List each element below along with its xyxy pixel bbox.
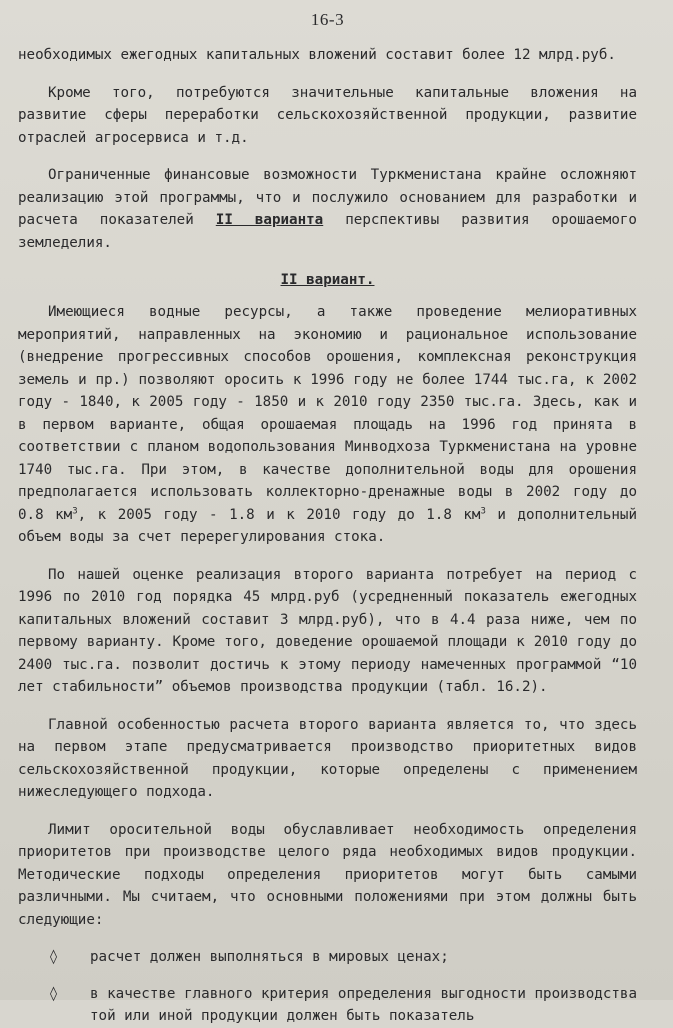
- text-segment: и дополнительный объем воды за счет перерегулирования стока.: [18, 506, 638, 545]
- section-heading: II вариант.: [280, 272, 375, 288]
- paragraph-financial-limits: [18, 164, 637, 254]
- paragraph-main-feature: Главной особенностью расчета второго варианта является то, что здесь на первом этапе предусматривается производство приоритетных видов сельскохозяйственной продукции, которые определены с применением нижеследующего подхода.: [18, 716, 637, 800]
- diamond-bullet-icon: ◊: [50, 985, 58, 1002]
- text-segment: Ограниченные финансовые возможности Туркменистана крайне осложняют реализацию этой программы, что и послужило основанием для разработки и расчета показателей: [18, 167, 637, 228]
- superscript: 3: [480, 505, 486, 516]
- text-segment: Имеющиеся водные ресурсы, а также проведение мелиоративных мероприятий, направленных на экономию и рациональное использование (внедрение прогрессивных способов орошения, комплексная реконструкция земель и пр.) позволяют оросить к 1996 году не более 1744 тыс.га, к 2002 году - 1840, к 2005 году - 1850 и к 2010 году 2350 тыс.га. Здесь, как и в первом варианте, общая орошаемая площадь на 1996 год принята в соответствии с планом водопользования Минводхоза Туркменистана на уровне 1740 тыс.га. При этом, в качестве дополнительной воды для орошения предполагается использовать коллекторно-дренажные воды в 2002 году до 0.8 км: [18, 304, 637, 523]
- diamond-bullet-icon: ◊: [50, 949, 58, 965]
- paragraph-water-limit: Лимит оросительной воды обуславливает необходимость определения приоритетов при производстве целого ряда необходимых видов продукции. Методические подходы определения приоритетов могут быть самыми различными. Мы считаем, что основными положениями при этом должны быть следующие:: [18, 821, 637, 928]
- variant-emphasis: II варианта: [215, 212, 324, 228]
- bullet-list: [18, 946, 637, 1028]
- paragraph-estimate: По нашей оценке реализация второго варианта потребует на период с 1996 по 2010 год порядка 45 млрд.руб (усредненный показатель ежегодных капитальных вложений составит 3 млрд.руб), что в 4.4 раза ниже, чем по первому варианту. Кроме того, доведение орошаемой площади к 2010 году до 2400 тыс.га. позволит достичь к этому периоду намеченных программой “10 лет стабильности” объемов производства продукции (табл. 16.2).: [18, 566, 637, 695]
- paragraph-additional-investments: Кроме того, потребуются значительные капитальные вложения на развитие сферы переработки сельскохозяйственной продукции, развитие отраслей агросервиса и т.д.: [18, 84, 637, 146]
- paragraph-water-resources: [18, 301, 637, 549]
- list-item: [18, 946, 637, 969]
- list-item-text: расчет должен выполняться в мировых ценах;: [90, 949, 449, 965]
- text-segment: перспективы развития орошаемого земледелия.: [18, 212, 637, 251]
- page-number: 16-3: [310, 10, 345, 29]
- paragraph-continuation: необходимых ежегодных капитальных вложений составит более 12 млрд.руб.: [18, 47, 616, 63]
- list-item-text: в качестве главного критерия определения выгодности производства той или иной продукции должен быть показатель: [90, 985, 637, 1024]
- superscript: 3: [72, 505, 78, 516]
- text-segment: , к 2005 году - 1.8 и к 2010 году до 1.8 км: [77, 506, 481, 523]
- list-item: [18, 983, 637, 1028]
